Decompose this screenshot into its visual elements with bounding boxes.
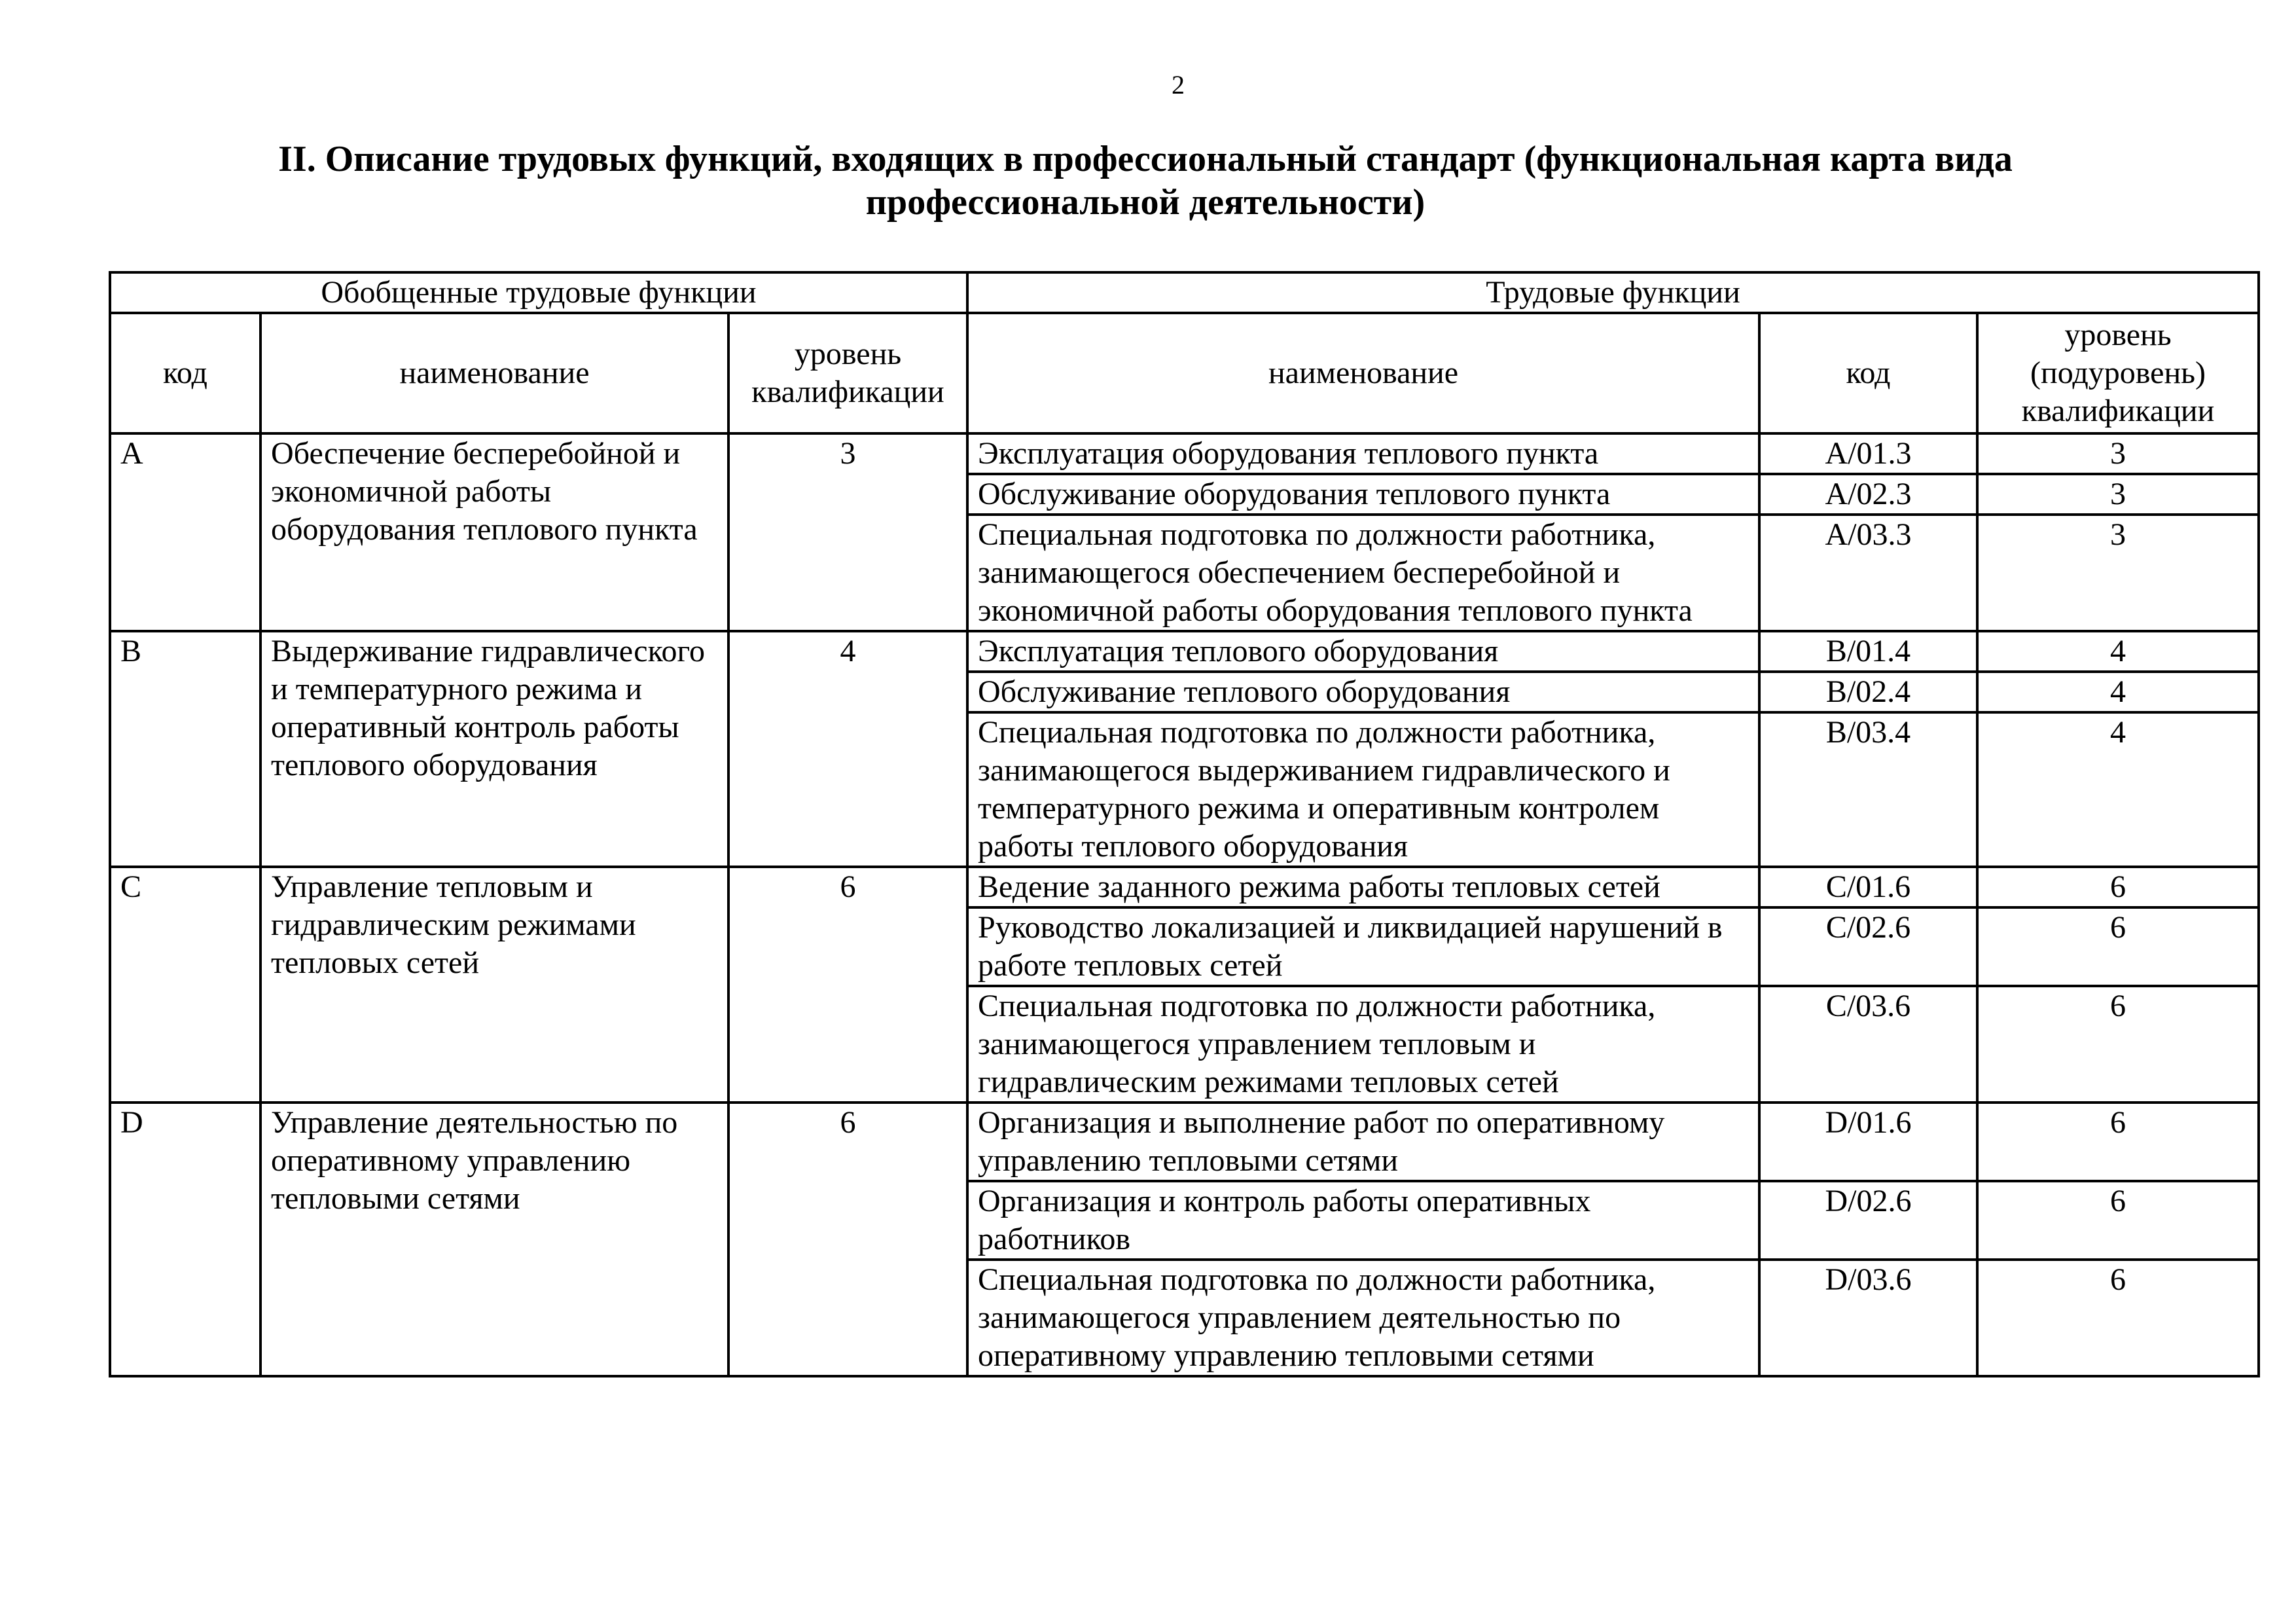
function-code: B/02.4 xyxy=(1759,672,1977,712)
function-name: Обслуживание теплового оборудования xyxy=(967,672,1759,712)
function-code: B/03.4 xyxy=(1759,712,1977,867)
function-code: A/02.3 xyxy=(1759,474,1977,515)
function-name: Специальная подготовка по должности работника, занимающегося управлением тепловым и гидравлическим режимами тепловых сетей xyxy=(967,986,1759,1103)
group-header-row xyxy=(110,272,2259,313)
group-level: 3 xyxy=(728,433,967,631)
function-level: 6 xyxy=(1977,986,2259,1103)
function-code: C/03.6 xyxy=(1759,986,1977,1103)
function-code: D/03.6 xyxy=(1759,1260,1977,1376)
function-name: Эксплуатация оборудования теплового пункта xyxy=(967,433,1759,474)
function-code: C/01.6 xyxy=(1759,867,1977,907)
group-code: D xyxy=(110,1103,260,1376)
col-header-name: наименование xyxy=(260,313,728,433)
function-level: 3 xyxy=(1977,515,2259,631)
function-name: Ведение заданного режима работы тепловых сетей xyxy=(967,867,1759,907)
function-code: A/01.3 xyxy=(1759,433,1977,474)
function-code: A/03.3 xyxy=(1759,515,1977,631)
function-name: Организация и выполнение работ по оперативному управлению тепловыми сетями xyxy=(967,1103,1759,1181)
group-name: Обеспечение бесперебойной и экономичной работы оборудования теплового пункта xyxy=(260,433,728,631)
function-name: Специальная подготовка по должности работника, занимающегося управлением деятельностью по оперативному управлению тепловыми сетями xyxy=(967,1260,1759,1376)
table-row xyxy=(110,867,2259,907)
column-header-row xyxy=(110,313,2259,433)
group-name: Выдерживание гидравлического и температурного режима и оперативный контроль работы теплового оборудования xyxy=(260,631,728,867)
group-code: B xyxy=(110,631,260,867)
page-title-line-1: II. Описание трудовых функций, входящих в профессиональный стандарт (функциональная карта вида xyxy=(278,139,2013,179)
functional-map-table xyxy=(109,271,2260,1377)
page-number: 2 xyxy=(1172,70,1185,100)
col-header-tf-name: наименование xyxy=(967,313,1759,433)
function-level: 4 xyxy=(1977,672,2259,712)
function-code: C/02.6 xyxy=(1759,907,1977,986)
function-level: 6 xyxy=(1977,1260,2259,1376)
table-row xyxy=(110,433,2259,474)
function-level: 3 xyxy=(1977,433,2259,474)
group-name: Управление тепловым и гидравлическим режимами тепловых сетей xyxy=(260,867,728,1103)
col-header-tf-level: уровень (подуровень) квалификации xyxy=(1977,313,2259,433)
col-header-tf-code: код xyxy=(1759,313,1977,433)
function-name: Специальная подготовка по должности работника, занимающегося выдерживанием гидравлического и температурного режима и оперативным контролем работы теплового оборудования xyxy=(967,712,1759,867)
function-name: Эксплуатация теплового оборудования xyxy=(967,631,1759,672)
function-level: 3 xyxy=(1977,474,2259,515)
function-name: Организация и контроль работы оперативных работников xyxy=(967,1181,1759,1260)
group-code: C xyxy=(110,867,260,1103)
table-row xyxy=(110,1103,2259,1181)
group-name: Управление деятельностью по оперативному управлению тепловыми сетями xyxy=(260,1103,728,1376)
function-name: Специальная подготовка по должности работника, занимающегося обеспечением бесперебойной и экономичной работы оборудования теплового пункта xyxy=(967,515,1759,631)
labor-functions-header: Трудовые функции xyxy=(967,272,2259,313)
function-name: Руководство локализацией и ликвидацией нарушений в работе тепловых сетей xyxy=(967,907,1759,986)
function-level: 6 xyxy=(1977,1181,2259,1260)
function-level: 4 xyxy=(1977,712,2259,867)
function-level: 6 xyxy=(1977,1103,2259,1181)
page-title-line-2: профессиональной деятельности) xyxy=(865,182,1426,223)
group-code: A xyxy=(110,433,260,631)
col-header-level: уровень квалификации xyxy=(728,313,967,433)
function-level: 6 xyxy=(1977,907,2259,986)
col-header-code: код xyxy=(110,313,260,433)
function-name: Обслуживание оборудования теплового пункта xyxy=(967,474,1759,515)
function-code: D/01.6 xyxy=(1759,1103,1977,1181)
table-row xyxy=(110,631,2259,672)
function-level: 4 xyxy=(1977,631,2259,672)
group-level: 6 xyxy=(728,867,967,1103)
generalized-functions-header: Обобщенные трудовые функции xyxy=(110,272,967,313)
group-level: 6 xyxy=(728,1103,967,1376)
page-title xyxy=(131,137,2160,224)
function-level: 6 xyxy=(1977,867,2259,907)
group-level: 4 xyxy=(728,631,967,867)
function-code: D/02.6 xyxy=(1759,1181,1977,1260)
function-code: B/01.4 xyxy=(1759,631,1977,672)
